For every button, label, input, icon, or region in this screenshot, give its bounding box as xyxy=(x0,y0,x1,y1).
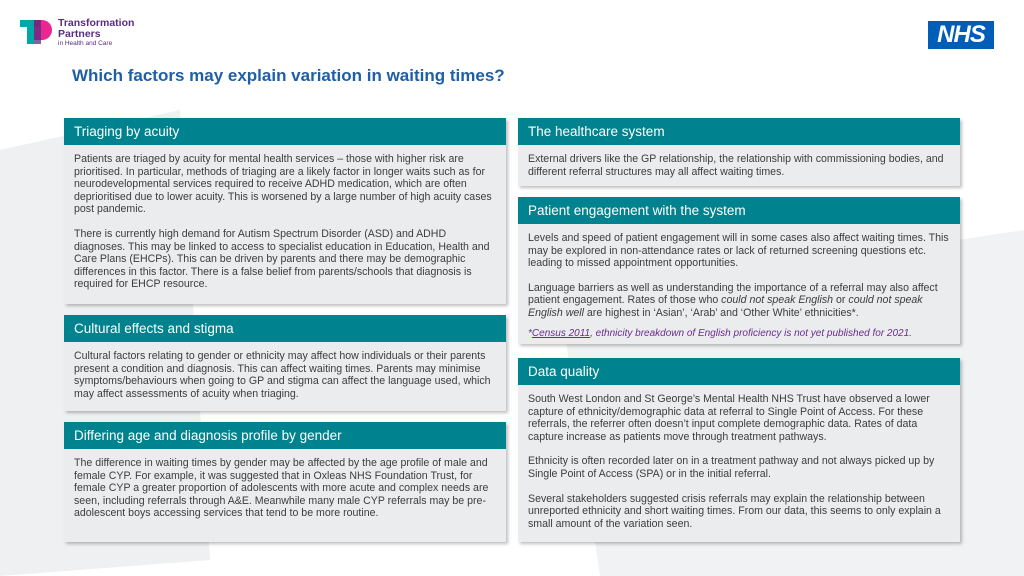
logo-line2: Partners xyxy=(58,28,101,41)
card-healthcare-para1: External drivers like the GP relationship, the relationship with commissioning bodies, and different referral structures may all affect waiting times. xyxy=(528,153,944,178)
card-triaging xyxy=(64,118,506,304)
logo-line3: in Health and Care xyxy=(58,40,113,48)
card-healthcare-header: The healthcare system xyxy=(518,118,960,145)
engagement-text-d: could not speak English well xyxy=(528,294,923,319)
card-data-quality xyxy=(518,358,960,542)
card-age-gender-para1: The difference in waiting times by gender may be affected by the age profile of male and female CYP. For example, it was suggested that in Oxleas NHS Foundation Trust, for female CYP a greater proportion of adolescents with more acute and complex needs are seen, including referrals through A&E. Meanwhile many male CYP referrals may be pre-adolescent boys accessing services that tend to be more routine. xyxy=(74,457,489,520)
nhs-logo: NHS xyxy=(928,21,994,49)
card-triaging-para1: Patients are triaged by acuity for mental health services – those with higher risk are prioritised. In particular, methods of triaging are a likely factor in longer waits such as for neurodevelopmental services required to receive ADHD medication, which are often deprioritised due to lower acuity. This is worsened by a large number of high acuity cases post pandemic. xyxy=(74,153,492,216)
engagement-text-a: Language barriers as well as understanding the importance of a referral may also affect patient engagement. Rates of those who xyxy=(528,281,938,307)
card-triaging-header: Triaging by acuity xyxy=(64,118,506,145)
card-engagement-para2 xyxy=(528,282,950,320)
census-footnote xyxy=(528,328,950,341)
footnote-star: * xyxy=(528,327,532,339)
engagement-text-b: could not speak English xyxy=(721,294,834,307)
tp-logo-icon xyxy=(20,18,54,46)
logo-line1: Transformation xyxy=(58,17,135,29)
card-engagement xyxy=(518,197,960,344)
card-engagement-para1: Levels and speed of patient engagement will in some cases also affect waiting times. This may be explored in non-attendance rates or lack of returned screening questions etc. leading to missed appointment opportunities. xyxy=(528,232,949,270)
card-data-quality-para3: Several stakeholders suggested crisis referrals may explain the relationship between unreported ethnicity and short waiting times. From our data, this seems to only explain a small amount of the variation seen. xyxy=(528,492,941,530)
card-age-gender xyxy=(64,422,506,542)
footnote-text: , ethnicity breakdown of English proficiency is not yet published for 2021. xyxy=(590,327,912,339)
card-cultural-header: Cultural effects and stigma xyxy=(64,315,506,342)
card-cultural-para1: Cultural factors relating to gender or ethnicity may affect how individuals or their parents present a condition and diagnosis. This can affect waiting times. Parents may minimise symptoms/behaviours when going to GP and stigma can affect the language used, which may affect assessments of acuity when triaging. xyxy=(74,350,491,400)
card-data-quality-header: Data quality xyxy=(518,358,960,385)
engagement-text-e: are highest in ‘Asian’, ‘Arab’ and ‘Other White’ ethnicities*. xyxy=(583,306,859,319)
card-engagement-header: Patient engagement with the system xyxy=(518,197,960,224)
card-cultural xyxy=(64,315,506,411)
engagement-text-c: or xyxy=(833,294,849,307)
census-2011-link[interactable]: Census 2011 xyxy=(531,327,591,339)
card-data-quality-para2: Ethnicity is often recorded later on in a treatment pathway and not always picked up by Single Point of Access (SPA) or in the initial referral. xyxy=(528,455,935,480)
card-data-quality-para1: South West London and St George’s Mental Health NHS Trust have observed a lower capture of ethnicity/demographic data at referral to Single Point of Access. For these referrals, the referrer often doesn’t input complete demographic data. Rates of data capture increase as patients move through treatment pathways. xyxy=(528,393,930,443)
page-title: Which factors may explain variation in waiting times? xyxy=(72,66,505,85)
transformation-partners-logo xyxy=(20,18,134,48)
card-triaging-para2: There is currently high demand for Autism Spectrum Disorder (ASD) and ADHD diagnoses. This may be linked to access to specialist education in Education, Health and Care Plans (EHCPs). This can be driven by parents and there may be demographic differences in this factor. There is a false belief from parents/schools that diagnosis is required for EHCP resource. xyxy=(74,227,490,291)
card-healthcare xyxy=(518,118,960,186)
card-age-gender-header: Differing age and diagnosis profile by gender xyxy=(64,422,506,449)
